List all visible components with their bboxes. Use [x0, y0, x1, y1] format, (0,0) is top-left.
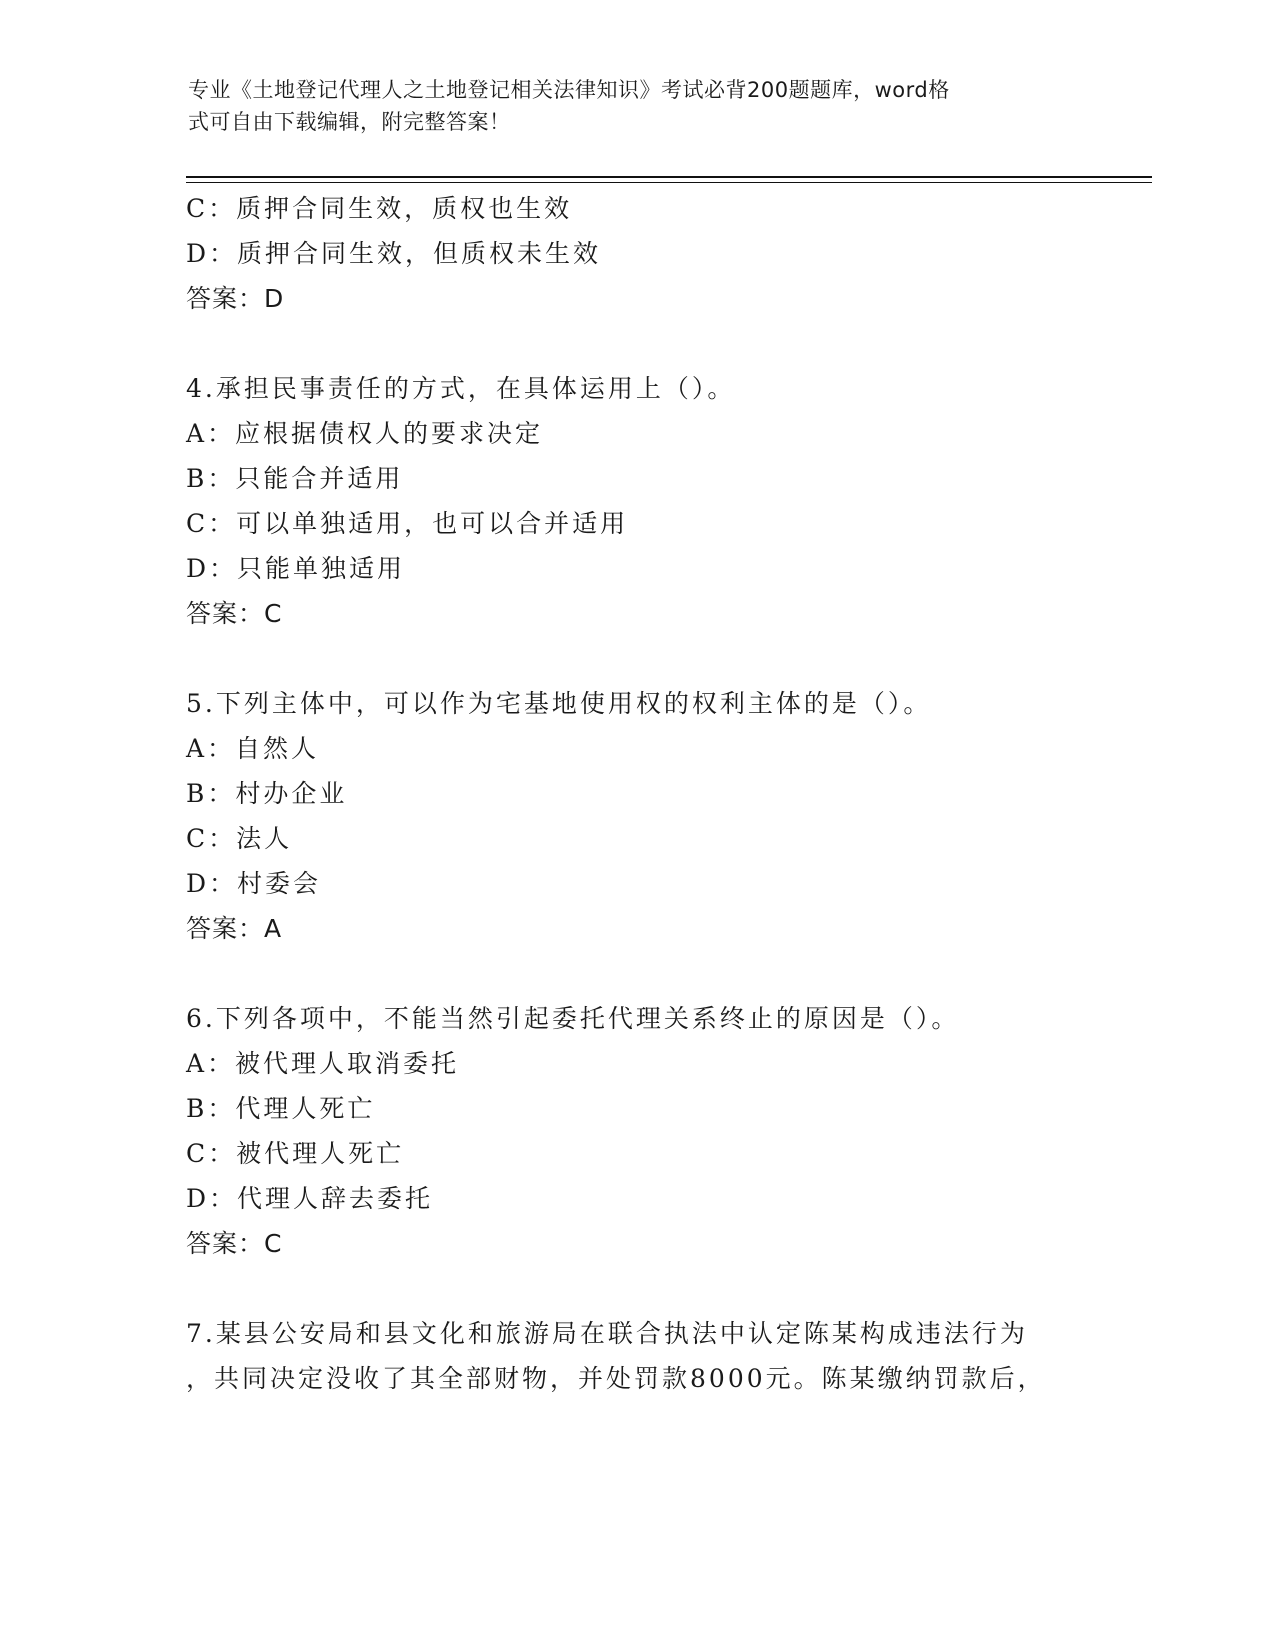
header-line-2: 式可自由下载编辑，附完整答案！	[188, 110, 511, 134]
q5-answer: 答案：A	[186, 914, 283, 943]
header-rule-thin	[186, 182, 1152, 183]
q4-option-a: A：应根据债权人的要求决定	[186, 419, 544, 448]
q6-stem: 6.下列各项中，不能当然引起委托代理关系终止的原因是（）。	[186, 1004, 960, 1033]
q6-option-c: C：被代理人死亡	[186, 1139, 405, 1168]
q4-option-b: B：只能合并适用	[186, 464, 404, 493]
document-header	[188, 74, 1068, 138]
q5-stem: 5.下列主体中，可以作为宅基地使用权的权利主体的是（）。	[186, 689, 932, 718]
q5-option-c: C：法人	[186, 824, 293, 853]
q4-answer: 答案：C	[186, 599, 283, 628]
spacer	[186, 636, 1086, 681]
spacer	[186, 321, 1086, 366]
q6-option-a: A：被代理人取消委托	[186, 1049, 460, 1078]
q3-option-d: D：质押合同生效，但质权未生效	[186, 239, 602, 268]
q6-option-d: D：代理人辞去委托	[186, 1184, 434, 1213]
q4-option-d: D：只能单独适用	[186, 554, 406, 583]
q5-option-d: D：村委会	[186, 869, 322, 898]
question-list	[186, 186, 1086, 1401]
q3-answer: 答案：D	[186, 284, 285, 313]
q4-stem: 4.承担民事责任的方式，在具体运用上（）。	[186, 374, 736, 403]
spacer	[186, 1266, 1086, 1311]
q5-option-b: B：村办企业	[186, 779, 348, 808]
header-rule-thick	[186, 176, 1152, 178]
header-line-1: 专业《土地登记代理人之土地登记相关法律知识》考试必背200题题库，word格	[188, 78, 950, 102]
q6-answer: 答案：C	[186, 1229, 283, 1258]
q7-stem-line-1: 7.某县公安局和县文化和旅游局在联合执法中认定陈某构成违法行为	[186, 1319, 1028, 1348]
spacer	[186, 951, 1086, 996]
q6-option-b: B：代理人死亡	[186, 1094, 376, 1123]
q4-option-c: C：可以单独适用，也可以合并适用	[186, 509, 629, 538]
q7-stem-line-2: ，共同决定没收了其全部财物，并处罚款8000元。陈某缴纳罚款后，	[186, 1364, 1046, 1393]
q3-option-c: C：质押合同生效，质权也生效	[186, 194, 573, 223]
q5-option-a: A：自然人	[186, 734, 320, 763]
